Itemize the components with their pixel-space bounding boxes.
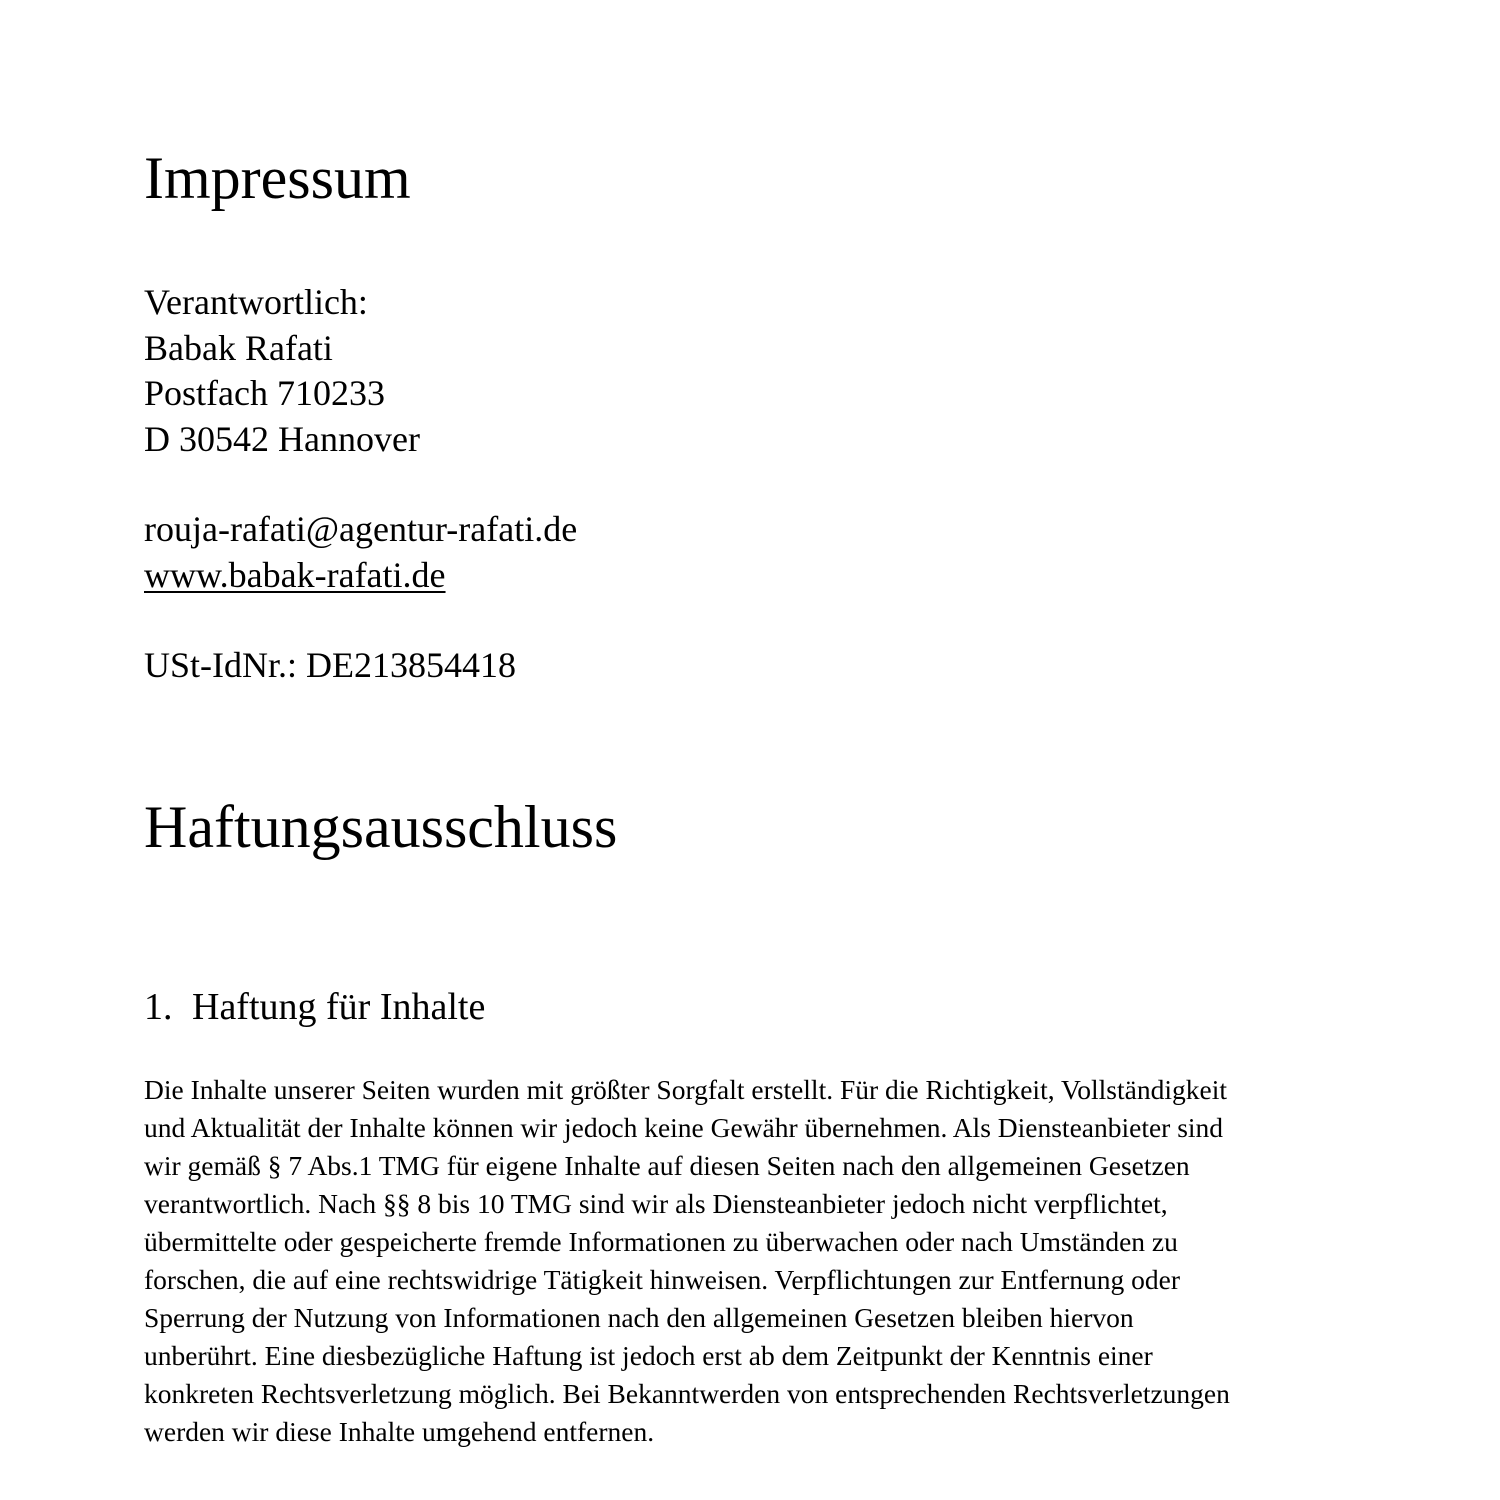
paragraph-line: verantwortlich. Nach §§ 8 bis 10 TMG sind wir als Diensteanbieter jedoch nicht verpflichtet, — [144, 1188, 1168, 1219]
contact-block — [144, 280, 420, 462]
contact-name: Babak Rafati — [144, 327, 333, 368]
paragraph-line: übermittelte oder gespeicherte fremde Informationen zu überwachen oder nach Umständen zu — [144, 1226, 1178, 1257]
paragraph-line: Sperrung der Nutzung von Informationen nach den allgemeinen Gesetzen bleiben hiervon — [144, 1302, 1134, 1333]
paragraph-line: wir gemäß § 7 Abs.1 TMG für eigene Inhalte auf diesen Seiten nach den allgemeinen Gesetzen — [144, 1150, 1190, 1181]
haftungsausschluss-heading: Haftungsausschluss — [144, 794, 618, 860]
paragraph-line: und Aktualität der Inhalte können wir jedoch keine Gewähr übernehmen. Als Diensteanbieter sind — [144, 1112, 1224, 1143]
paragraph-line: Die Inhalte unserer Seiten wurden mit größter Sorgfalt erstellt. Für die Richtigkeit, Vollständigkeit — [144, 1074, 1227, 1105]
section-1-paragraph — [144, 1071, 1384, 1451]
section-1-number: 1. — [144, 986, 173, 1028]
email-text: rouja-rafati@agentur-rafati.de — [144, 509, 578, 549]
contact-postbox: Postfach 710233 — [144, 373, 385, 413]
contact-label: Verantwortlich: — [144, 282, 368, 322]
website-link[interactable]: www.babak-rafati.de — [144, 554, 446, 595]
section-1-heading — [144, 985, 485, 1029]
vat-id: USt-IdNr.: DE213854418 — [144, 645, 516, 685]
contact-city: D 30542 Hannover — [144, 418, 420, 459]
paragraph-line: forschen, die auf eine rechtswidrige Tätigkeit hinweisen. Verpflichtungen zur Entfernung oder — [144, 1264, 1180, 1295]
paragraph-line: konkreten Rechtsverletzung möglich. Bei Bekanntwerden von entsprechenden Rechtsverletzungen — [144, 1378, 1230, 1409]
paragraph-line: unberührt. Eine diesbezügliche Haftung ist jedoch erst ab dem Zeitpunkt der Kenntnis einer — [144, 1340, 1153, 1371]
contact-links — [144, 507, 577, 598]
section-1-title: Haftung für Inhalte — [192, 986, 486, 1028]
paragraph-line: werden wir diese Inhalte umgehend entfernen. — [144, 1416, 655, 1447]
impressum-heading: Impressum — [144, 145, 411, 211]
